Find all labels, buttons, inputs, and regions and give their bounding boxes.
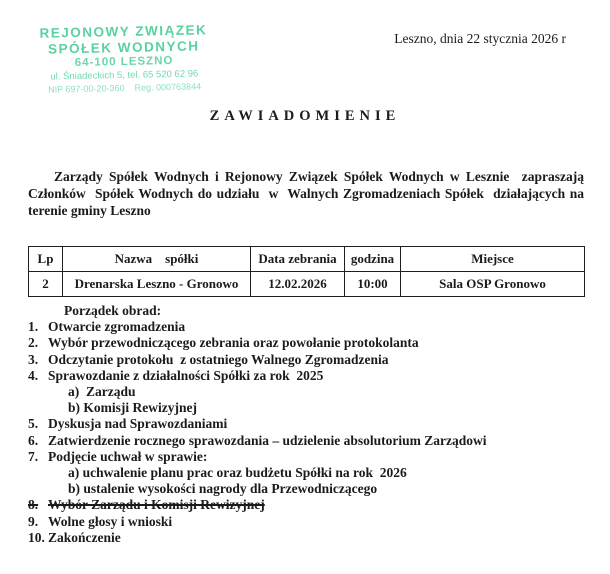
agenda-item-text: Wolne głosy i wnioski: [48, 513, 173, 529]
agenda-item-text: Wybór przewodniczącego zebrania oraz powołanie protokolanta: [48, 335, 419, 351]
stamp-address-phone: ul. Śniadeckich 5, tel. 65 520 62 96: [50, 68, 199, 83]
agenda-item-number: 8.: [28, 497, 39, 513]
stamp-postal-city: 64-100 LESZNO: [74, 54, 174, 70]
agenda-item-text: Wybór Zarządu i Komisji Rewizyjnej: [48, 497, 265, 513]
table-header-data-zebrania: Data zebrania: [251, 247, 345, 272]
agenda-item-3: [28, 352, 586, 368]
agenda-subitem-7a: a) uchwalenie planu prac oraz budżetu Spółki na rok 2026: [68, 465, 407, 481]
agenda-item-8-struck: [28, 497, 586, 513]
table-header-row: [29, 247, 585, 272]
agenda-item-text: Otwarcie zgromadzenia: [48, 319, 186, 335]
agenda-item-number: 7.: [28, 448, 39, 464]
meetings-table: [28, 246, 585, 297]
agenda-section: [28, 303, 586, 546]
agenda-subitem-7b: b) ustalenie wysokości nagrody dla Przewodniczącego: [68, 481, 378, 497]
agenda-item-number: 4.: [28, 367, 39, 383]
agenda-item-text: Sprawozdanie z działalności Spółki za rok 2025: [48, 367, 324, 383]
agenda-item-number: 10.: [28, 529, 45, 545]
table-header-godzina: godzina: [345, 247, 401, 272]
agenda-item-7: [28, 449, 586, 465]
stamp-nip-reg: NIP 697-00-20-360 Reg. 000763844: [48, 81, 202, 95]
agenda-item-4: [28, 368, 586, 384]
agenda-item-5: [28, 416, 586, 432]
agenda-item-number: 6.: [28, 432, 39, 448]
table-header-miejsce: Miejsce: [401, 247, 585, 272]
agenda-item-text: Zatwierdzenie rocznego sprawozdania – udzielenie absolutorium Zarządowi: [48, 432, 487, 448]
agenda-item-1: [28, 319, 586, 335]
agenda-item-number: 2.: [28, 335, 39, 351]
agenda-item-text: Podjęcie uchwał w sprawie:: [48, 448, 208, 464]
cell-godzina: 10:00: [345, 272, 401, 297]
intro-paragraph: Zarządy Spółek Wodnych i Rejonowy Związek Spółek Wodnych w Lesznie zapraszają Członków Spółek Wodnych do udziału w Walnych Zgromadzeniach Spółek działających na terenie gminy Leszno: [28, 169, 588, 218]
agenda-item-number: 3.: [28, 351, 39, 367]
agenda-item-text: Dyskusja nad Sprawozdaniami: [48, 416, 228, 432]
agenda-item-text: Zakończenie: [48, 529, 121, 545]
agenda-item-2: [28, 335, 586, 351]
agenda-subitem-4a: a) Zarządu: [68, 384, 136, 400]
agenda-item-number: 9.: [28, 513, 39, 529]
stamp-org-name-line2: SPÓŁEK WODNYCH: [47, 37, 200, 57]
agenda-heading: Porządek obrad:: [64, 303, 162, 318]
agenda-item-number: 1.: [28, 319, 39, 335]
table-header-lp: Lp: [29, 247, 63, 272]
table-row: [29, 272, 585, 297]
agenda-item-10: [28, 530, 586, 546]
agenda-item-9: [28, 514, 586, 530]
cell-data-zebrania: 12.02.2026: [251, 272, 345, 297]
cell-nazwa-spolki: Drenarska Leszno - Gronowo: [63, 272, 251, 297]
agenda-item-6: [28, 433, 586, 449]
document-title: ZAWIADOMIENIE: [209, 108, 401, 124]
agenda-item-text: Odczytanie protokołu z ostatniego Walnego Zgromadzenia: [48, 351, 389, 367]
stamp-org-name-line1: REJONOWY ZWIĄZEK: [39, 22, 208, 41]
agenda-subitem-4b: b) Komisji Rewizyjnej: [68, 400, 197, 416]
organization-stamp: [23, 22, 224, 96]
cell-lp: 2: [29, 272, 63, 297]
cell-miejsce: Sala OSP Gronowo: [401, 272, 585, 297]
agenda-item-number: 5.: [28, 416, 39, 432]
date-line: Leszno, dnia 22 stycznia 2026 r: [394, 31, 566, 46]
table-header-nazwa-spolki: Nazwa spółki: [63, 247, 251, 272]
